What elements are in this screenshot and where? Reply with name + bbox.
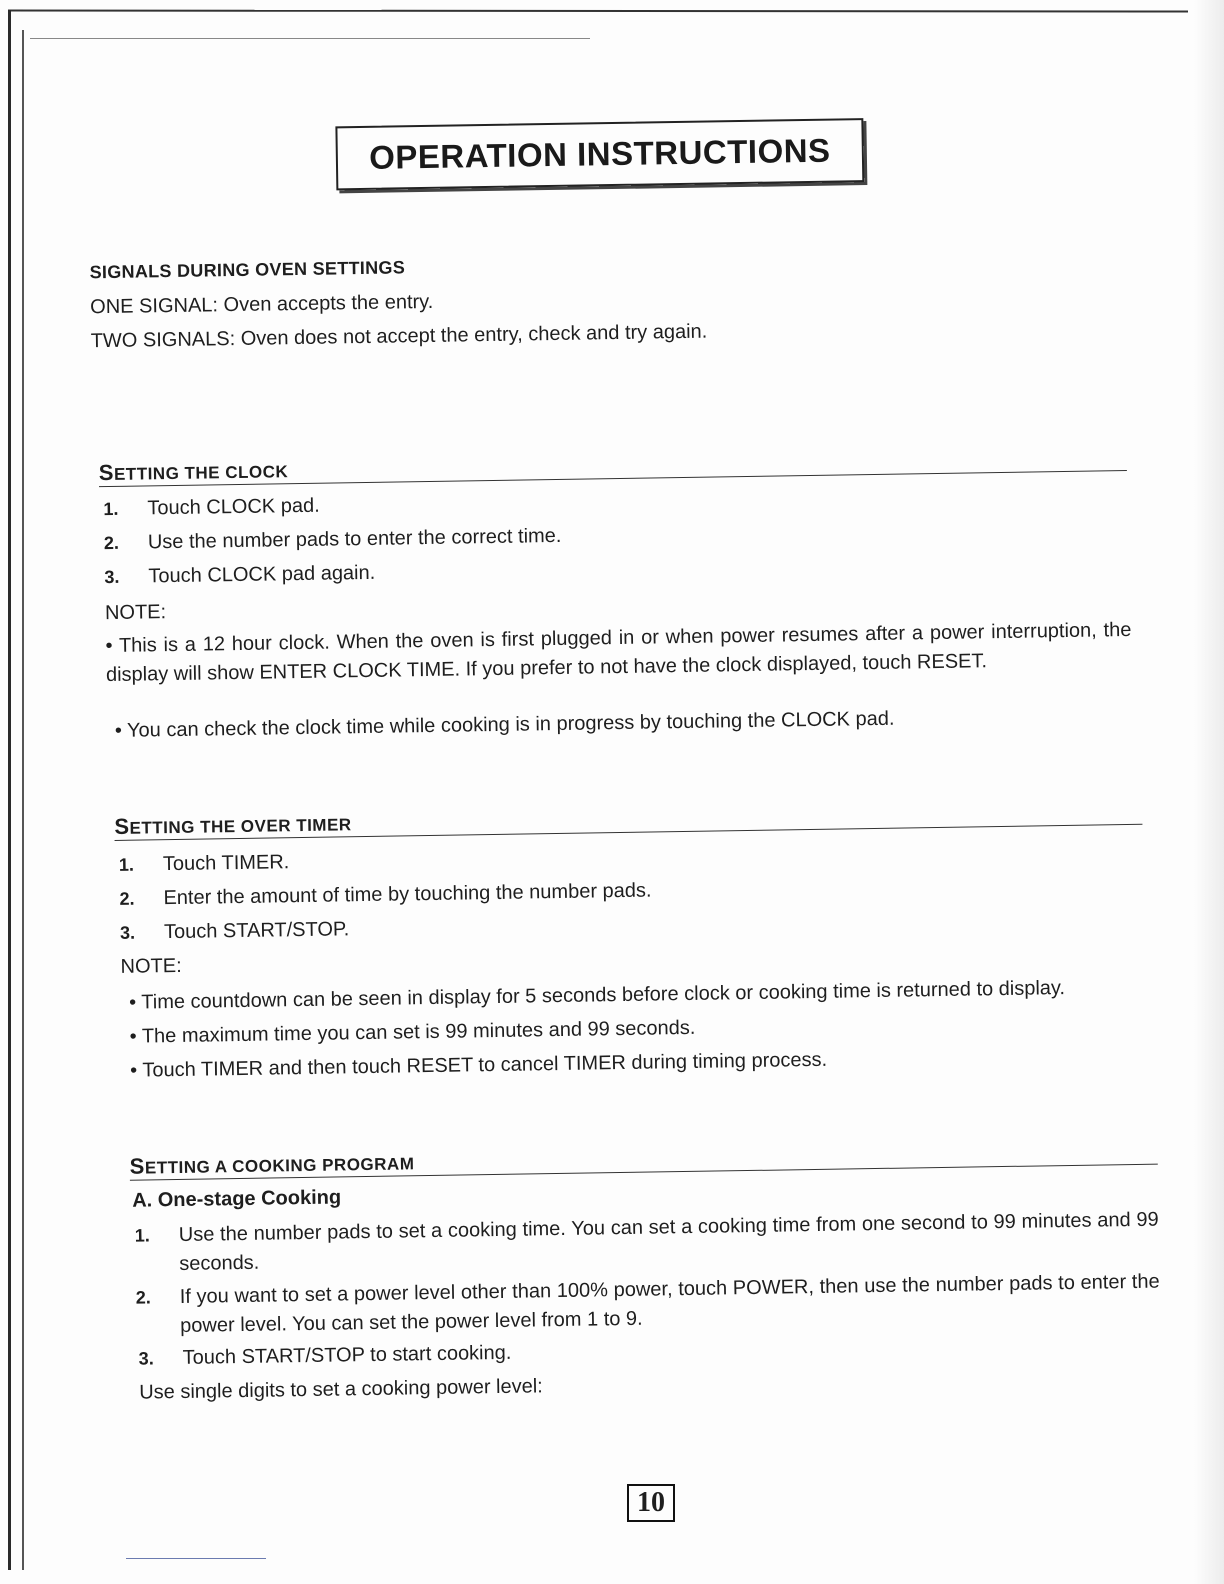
timer-note-1: • Time countdown can be seen in display for 5 seconds before clock or cooking time is returned to display.	[128, 977, 1066, 1014]
page-number: 10	[627, 1484, 675, 1522]
program-subheading: A. One-stage Cooking	[132, 1186, 342, 1212]
program-heading-rest: ETTING A COOKING PROGRAM	[144, 1154, 415, 1178]
step-text: Enter the amount of time by touching the number pads.	[163, 879, 652, 910]
step-text: Use the number pads to enter the correct time.	[147, 524, 562, 554]
timer-note-3: • Touch TIMER and then touch RESET to cancel TIMER during timing process.	[130, 1048, 828, 1082]
step-text: Touch CLOCK pad again.	[148, 561, 376, 588]
step-number: 1.	[134, 1225, 150, 1246]
clock-step-3	[104, 562, 375, 589]
clock-heading-rest: ETTING THE CLOCK	[113, 462, 289, 484]
timer-note-label: NOTE:	[120, 954, 182, 978]
timer-heading-cap: S	[114, 813, 130, 839]
clock-heading-cap: S	[98, 459, 115, 486]
step-number: 2.	[119, 888, 135, 909]
step-number: 3.	[138, 1348, 154, 1369]
program-step-3	[139, 1342, 512, 1371]
clock-note-1: • This is a 12 hour clock. When the oven is first plugged in or when power resumes after a power interruption, the display will show ENTER CLOCK TIME. If you prefer to not have the clock displayed, touch RESET.	[105, 618, 1132, 687]
step-number: 1.	[118, 854, 135, 875]
clock-step-1	[103, 495, 320, 521]
clock-step-2	[104, 525, 562, 555]
timer-note-2: • The maximum time you can set is 99 minutes and 99 seconds.	[129, 1016, 696, 1048]
step-text: Touch START/STOP.	[163, 918, 350, 944]
program-footer-line: Use single digits to set a cooking power level:	[139, 1375, 543, 1404]
timer-heading	[114, 810, 352, 840]
program-step-2	[136, 1268, 1161, 1342]
timer-step-1	[119, 851, 290, 877]
step-number: 3.	[119, 922, 136, 943]
timer-step-3	[120, 918, 350, 945]
page-title: OPERATION INSTRUCTIONS	[368, 131, 831, 176]
step-number: 1.	[103, 498, 119, 520]
signals-two-line: TWO SIGNALS: Oven does not accept the entry, check and try again.	[90, 320, 708, 353]
step-text: Touch TIMER.	[162, 851, 290, 876]
program-heading-cap: S	[129, 1153, 146, 1179]
step-text: Touch CLOCK pad.	[147, 494, 320, 520]
clock-note-2: • You can check the clock time while cooking is in progress by touching the CLOCK pad.	[114, 707, 895, 742]
timer-step-2	[119, 880, 651, 911]
signals-heading: SIGNALS DURING OVEN SETTINGS	[89, 257, 406, 283]
step-number: 3.	[104, 566, 120, 588]
step-text: If you want to set a power level other than 100% power, touch POWER, then use the number pads to enter the power level. You can set the power level from 1 to 9.	[179, 1270, 1160, 1337]
signals-one-line: ONE SIGNAL: Oven accepts the entry.	[90, 290, 434, 319]
timer-heading-rest: ETTING THE OVER TIMER	[129, 815, 352, 838]
clock-heading	[99, 457, 289, 486]
program-step-1	[135, 1206, 1160, 1280]
step-number: 2.	[135, 1287, 151, 1308]
step-number: 2.	[103, 532, 120, 554]
step-text: Touch START/STOP to start cooking.	[182, 1341, 512, 1369]
title-box	[335, 118, 864, 190]
step-text: Use the number pads to set a cooking time. You can set a cooking time from one second to 99 minutes and 99 seconds.	[178, 1208, 1159, 1275]
clock-note-label: NOTE:	[104, 601, 167, 625]
